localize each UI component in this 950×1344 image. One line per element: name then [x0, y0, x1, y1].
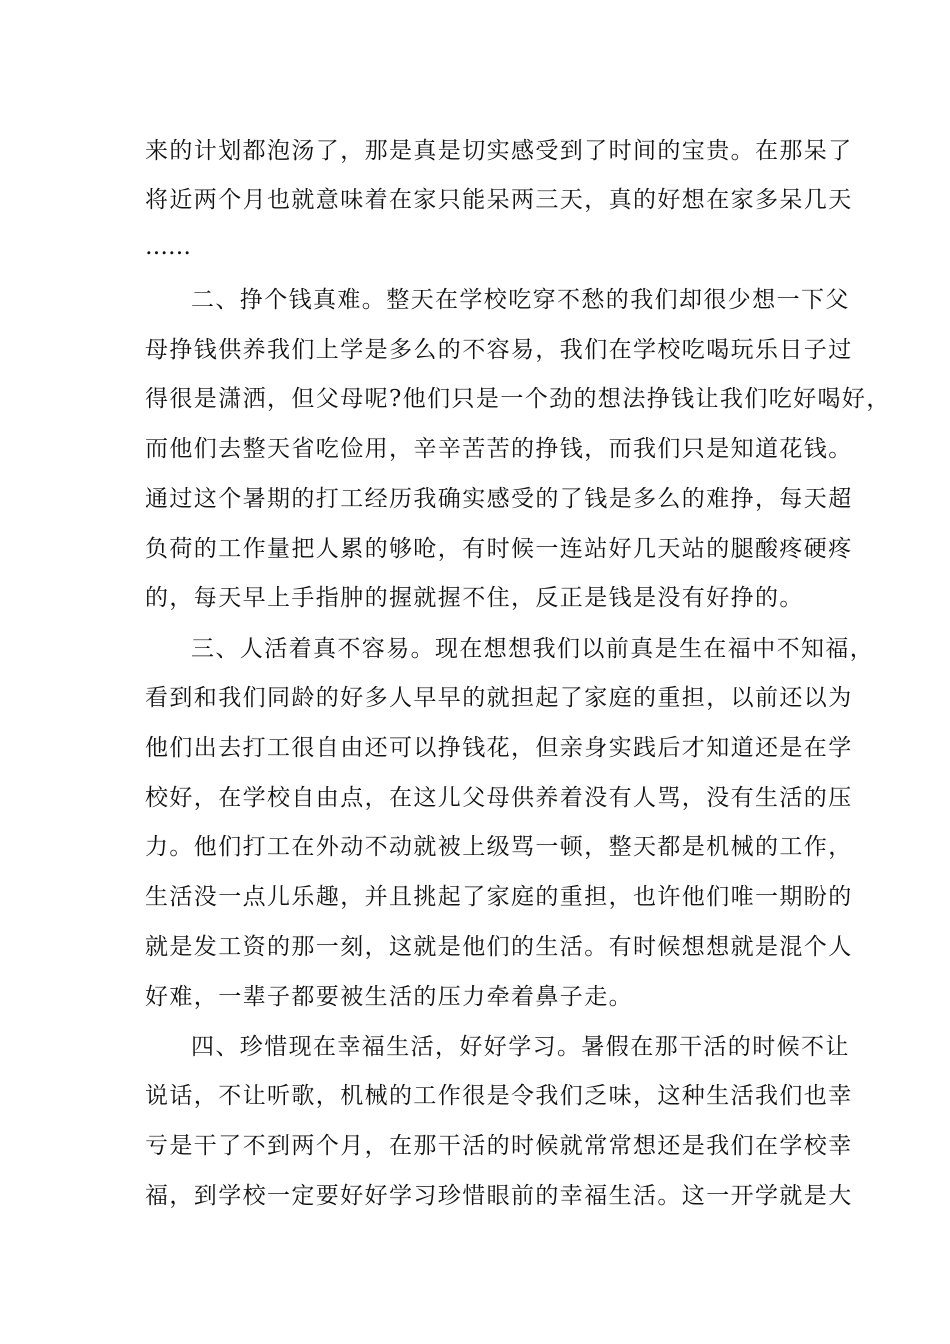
text-line: 母挣钱供养我们上学是多么的不容易，我们在学校吃喝玩乐日子过 — [145, 337, 853, 363]
text-line: 福，到学校一定要好好学习珍惜眼前的幸福生活。这一开学就是大 — [145, 1183, 853, 1209]
paragraph-heading-3: 三、人活着真不容易。现在想想我们以前真是生在福中不知福， — [191, 636, 875, 662]
text-line: 校好，在学校自由点，在这儿父母供养着没有人骂，没有生活的压 — [145, 785, 853, 811]
text-line: 亏是干了不到两个月，在那干活的时候就常常想还是我们在学校幸 — [145, 1133, 853, 1159]
text-line: 通过这个暑期的打工经历我确实感受的了钱是多么的难挣，每天超 — [145, 486, 853, 512]
text-line: 说话，不让听歌，机械的工作很是令我们乏味，这种生活我们也幸 — [145, 1083, 853, 1109]
paragraph-heading-2: 二、挣个钱真难。整天在学校吃穿不愁的我们却很少想一下父 — [191, 287, 850, 313]
text-line: 的，每天早上手指肿的握就握不住，反正是钱是没有好挣的。 — [145, 585, 804, 611]
text-line: 他们出去打工很自由还可以挣钱花，但亲身实践后才知道还是在学 — [145, 735, 853, 761]
text-line: 好难，一辈子都要被生活的压力牵着鼻子走。 — [145, 984, 633, 1010]
text-line: 得很是潇洒，但父母呢?他们只是一个劲的想法挣钱让我们吃好喝好， — [145, 386, 891, 412]
text-line: 将近两个月也就意味着在家只能呆两三天，真的好想在家多呆几天 — [145, 187, 853, 213]
text-line: 看到和我们同龄的好多人早早的就担起了家庭的重担，以前还以为 — [145, 685, 853, 711]
text-line: 生活没一点儿乐趣，并且挑起了家庭的重担，也许他们唯一期盼的 — [145, 884, 853, 910]
text-line: 来的计划都泡汤了，那是真是切实感受到了时间的宝贵。在那呆了 — [145, 138, 853, 164]
text-line: 负荷的工作量把人累的够呛，有时候一连站好几天站的腿酸疼硬疼 — [145, 536, 853, 562]
text-line: …… — [145, 234, 191, 260]
text-line: 就是发工资的那一刻，这就是他们的生活。有时候想想就是混个人 — [145, 934, 853, 960]
text-line: 而他们去整天省吃俭用，辛辛苦苦的挣钱，而我们只是知道花钱。 — [145, 436, 853, 462]
paragraph-heading-4: 四、珍惜现在幸福生活，好好学习。暑假在那干活的时候不让 — [191, 1034, 850, 1060]
text-line: 力。他们打工在外动不动就被上级骂一顿，整天都是机械的工作， — [145, 834, 853, 860]
